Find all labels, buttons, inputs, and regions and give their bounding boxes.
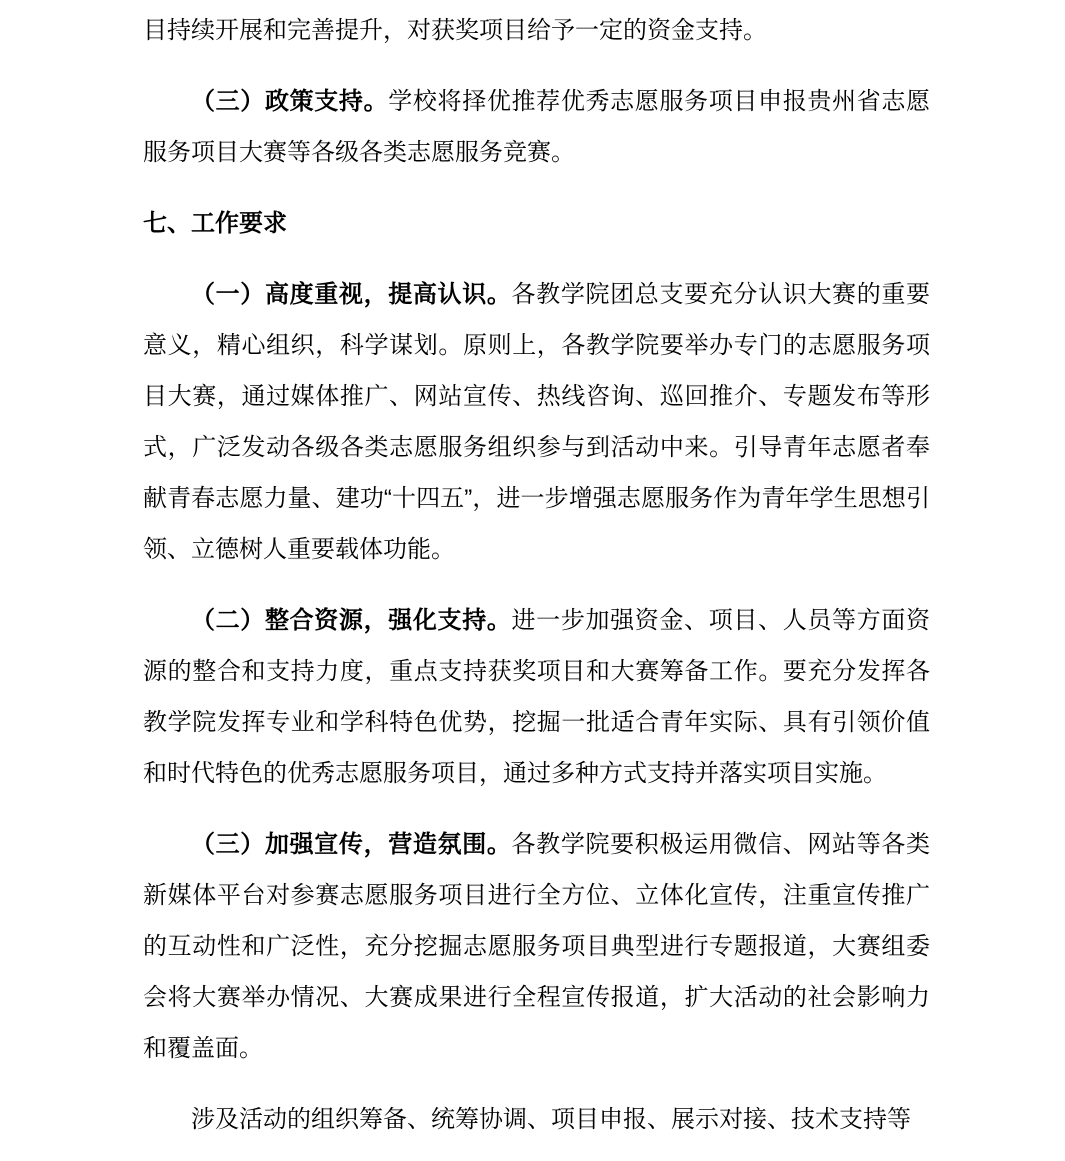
paragraph-bold-lead: （三）政策支持。 [191,88,389,115]
paragraph-bold-lead: （二）整合资源，强化支持。 [191,607,512,634]
paragraph [143,595,930,799]
paragraph [143,1094,930,1145]
section-heading [143,198,930,249]
paragraph-text: 进一步加强资金、项目、人员等方面资源的整合和支持力度，重点支持获奖项目和大赛筹备工作。要充分发挥各教学院发挥专业和学科特色优势，挖掘一批适合青年实际、具有引领价值和时代特色的优秀志愿服务项目，通过多种方式支持并落实项目实施。 [143,607,931,787]
paragraph [143,5,930,56]
paragraph-text: 各教学院要积极运用微信、网站等各类新媒体平台对参赛志愿服务项目进行全方位、立体化宣传，注重宣传推广的互动性和广泛性，充分挖掘志愿服务项目典型进行专题报道，大赛组委会将大赛举办情况、大赛成果进行全程宣传报道，扩大活动的社会影响力和覆盖面。 [143,831,931,1062]
document-body [143,5,930,1145]
paragraph-text: 各教学院团总支要充分认识大赛的重要意义，精心组织，科学谋划。原则上，各教学院要举办专门的志愿服务项目大赛，通过媒体推广、网站宣传、热线咨询、巡回推介、专题发布等形式，广泛发动各级各类志愿服务组织参与到活动中来。引导青年志愿者奉献青春志愿力量、建功“十四五”，进一步增强志愿服务作为青年学生思想引领、立德树人重要载体功能。 [143,281,931,563]
heading-text: 七、工作要求 [143,210,287,237]
paragraph-text: 涉及活动的组织筹备、统筹协调、项目申报、展示对接、技术支持等 [191,1106,911,1133]
paragraph [143,269,930,575]
paragraph-bold-lead: （三）加强宣传，营造氛围。 [191,831,512,858]
paragraph [143,819,930,1074]
paragraph [143,76,930,178]
paragraph-text: 目持续开展和完善提升，对获奖项目给予一定的资金支持。 [143,17,767,44]
paragraph-text: 学校将择优推荐优秀志愿服务项目申报贵州省志愿服务项目大赛等各级各类志愿服务竞赛。 [143,88,931,166]
paragraph-bold-lead: （一）高度重视，提高认识。 [191,281,512,308]
